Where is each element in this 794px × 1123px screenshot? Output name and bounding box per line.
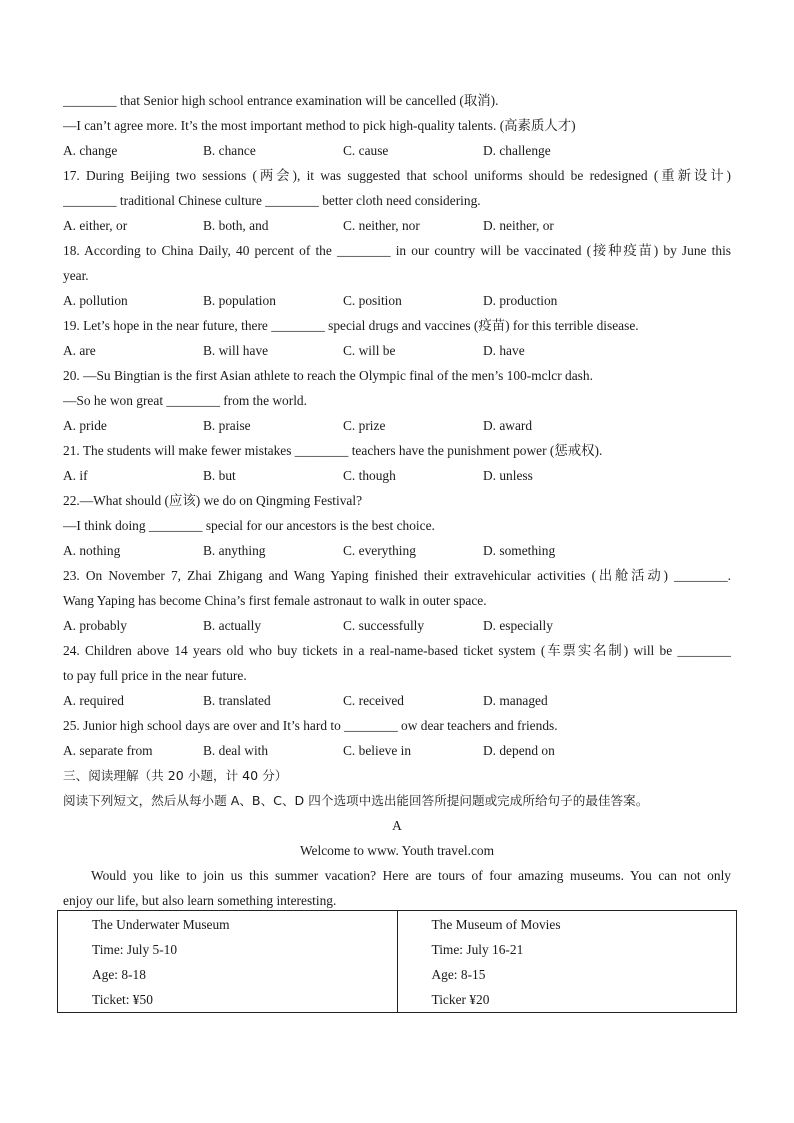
passage-intro-line1: Would you like to join us this summer vacation? Here are tours of four amazing museums. You can not only <box>91 868 731 883</box>
option-b: B. both, and <box>203 218 269 233</box>
option-d: D. challenge <box>483 143 551 158</box>
option-a: A. pride <box>63 418 107 433</box>
tour-name: The Underwater Museum <box>92 917 230 932</box>
tour-age: Age: 8-15 <box>431 967 486 982</box>
option-b: B. deal with <box>203 743 269 758</box>
option-b: B. anything <box>203 543 266 558</box>
tour-cell-movies <box>397 911 737 1013</box>
q24-stem-line1: 24. Children above 14 years old who buy tickets in a real-name-based ticket system (车票实名制) will be ________ <box>63 643 731 658</box>
option-c: C. neither, nor <box>343 218 420 233</box>
option-c: C. believe in <box>343 743 412 758</box>
q24-options <box>63 688 731 713</box>
tour-time: Time: July 16-21 <box>431 942 524 957</box>
tour-age: Age: 8-18 <box>92 967 146 982</box>
option-a: A. either, or <box>63 218 128 233</box>
option-b: B. praise <box>203 418 251 433</box>
option-d: D. unless <box>483 468 533 483</box>
option-d: D. managed <box>483 693 548 708</box>
option-a: A. pollution <box>63 293 128 308</box>
q17-options <box>63 213 731 238</box>
tour-time: Time: July 5-10 <box>92 942 178 957</box>
q20-stem-line2: —So he won great ________ from the world. <box>63 393 307 408</box>
option-b: B. translated <box>203 693 271 708</box>
q23-stem-line2: Wang Yaping has become China’s first female astronaut to walk in outer space. <box>63 593 487 608</box>
passage-title: Welcome to www. Youth travel.com <box>299 843 495 858</box>
table-row <box>58 911 737 1013</box>
option-c: C. cause <box>343 143 389 158</box>
q21-stem-line1: 21. The students will make fewer mistakes ________ teachers have the punishment power (惩戒权). <box>63 443 603 458</box>
section-instruction: 阅读下列短文，然后从每小题 A、B、C、D 四个选项中选出能回答所提问题或完成所给句子的最佳答案。 <box>63 793 649 808</box>
q18-stem-line2: year. <box>63 268 89 283</box>
tour-ticket: Ticket: ¥50 <box>92 992 153 1007</box>
tour-cell-underwater <box>58 911 398 1013</box>
q16-options <box>63 138 731 163</box>
q21-options <box>63 463 731 488</box>
option-d: D. depend on <box>483 743 555 758</box>
tour-ticket: Ticker ¥20 <box>431 992 490 1007</box>
option-c: C. position <box>343 293 402 308</box>
option-b: B. actually <box>203 618 262 633</box>
option-a: A. nothing <box>63 543 121 558</box>
option-d: D. something <box>483 543 556 558</box>
q23-stem-line1: 23. On November 7, Zhai Zhigang and Wang Yaping finished their extravehicular activities (出舱活动) ________. <box>63 568 731 583</box>
option-c: C. everything <box>343 543 416 558</box>
option-c: C. received <box>343 693 404 708</box>
q17-stem-line1: 17. During Beijing two sessions (两会), it was suggested that school uniforms should be redesigned (重新设计) <box>63 168 731 183</box>
option-b: B. chance <box>203 143 256 158</box>
exam-page <box>63 88 731 913</box>
q17-stem-line2: ________ traditional Chinese culture ________ better cloth need considering. <box>63 193 481 208</box>
option-b: B. will have <box>203 343 269 358</box>
q25-stem-line1: 25. Junior high school days are over and It’s hard to ________ ow dear teachers and friends. <box>63 718 558 733</box>
q18-options <box>63 288 731 313</box>
option-d: D. have <box>483 343 525 358</box>
q23-options <box>63 613 731 638</box>
section-heading: 三、阅读理解（共 20 小题，计 40 分） <box>63 768 288 783</box>
q19-stem-line1: 19. Let’s hope in the near future, there ________ special drugs and vaccines (疫苗) for this terrible disease. <box>63 318 639 333</box>
tour-name: The Museum of Movies <box>431 917 561 932</box>
option-d: D. award <box>483 418 533 433</box>
q16-stem-line: ________ that Senior high school entrance examination will be cancelled (取消). <box>63 93 499 108</box>
option-a: A. if <box>63 468 88 483</box>
option-d: D. production <box>483 293 558 308</box>
option-c: C. will be <box>343 343 396 358</box>
option-b: B. but <box>203 468 236 483</box>
q19-options <box>63 338 731 363</box>
option-a: A. probably <box>63 618 127 633</box>
option-a: A. required <box>63 693 124 708</box>
q25-options <box>63 738 731 763</box>
q20-options <box>63 413 731 438</box>
q20-stem-line1: 20. —Su Bingtian is the first Asian athlete to reach the Olympic final of the men’s 100-mclcr dash. <box>63 368 593 383</box>
option-d: D. neither, or <box>483 218 554 233</box>
q24-stem-line2: to pay full price in the near future. <box>63 668 247 683</box>
q22-stem-line2: —I think doing ________ special for our ancestors is the best choice. <box>63 518 435 533</box>
option-b: B. population <box>203 293 276 308</box>
option-c: C. prize <box>343 418 386 433</box>
option-c: C. though <box>343 468 396 483</box>
q22-stem-line1: 22.—What should (应该) we do on Qingming Festival? <box>63 493 363 508</box>
q18-stem-line1: 18. According to China Daily, 40 percent of the ________ in our country will be vaccinated (接种疫苗) by June this <box>63 243 731 258</box>
q16-response-line: —I can’t agree more. It’s the most important method to pick high-quality talents. (高素质人才) <box>63 118 576 133</box>
museum-tours-table <box>57 910 737 1013</box>
option-d: D. especially <box>483 618 553 633</box>
passage-letter: A <box>392 818 402 833</box>
passage-intro-line2: enjoy our life, but also learn something interesting. <box>63 893 337 908</box>
option-c: C. successfully <box>343 618 425 633</box>
option-a: A. separate from <box>63 743 153 758</box>
option-a: A. are <box>63 343 96 358</box>
option-a: A. change <box>63 143 118 158</box>
q22-options <box>63 538 731 563</box>
